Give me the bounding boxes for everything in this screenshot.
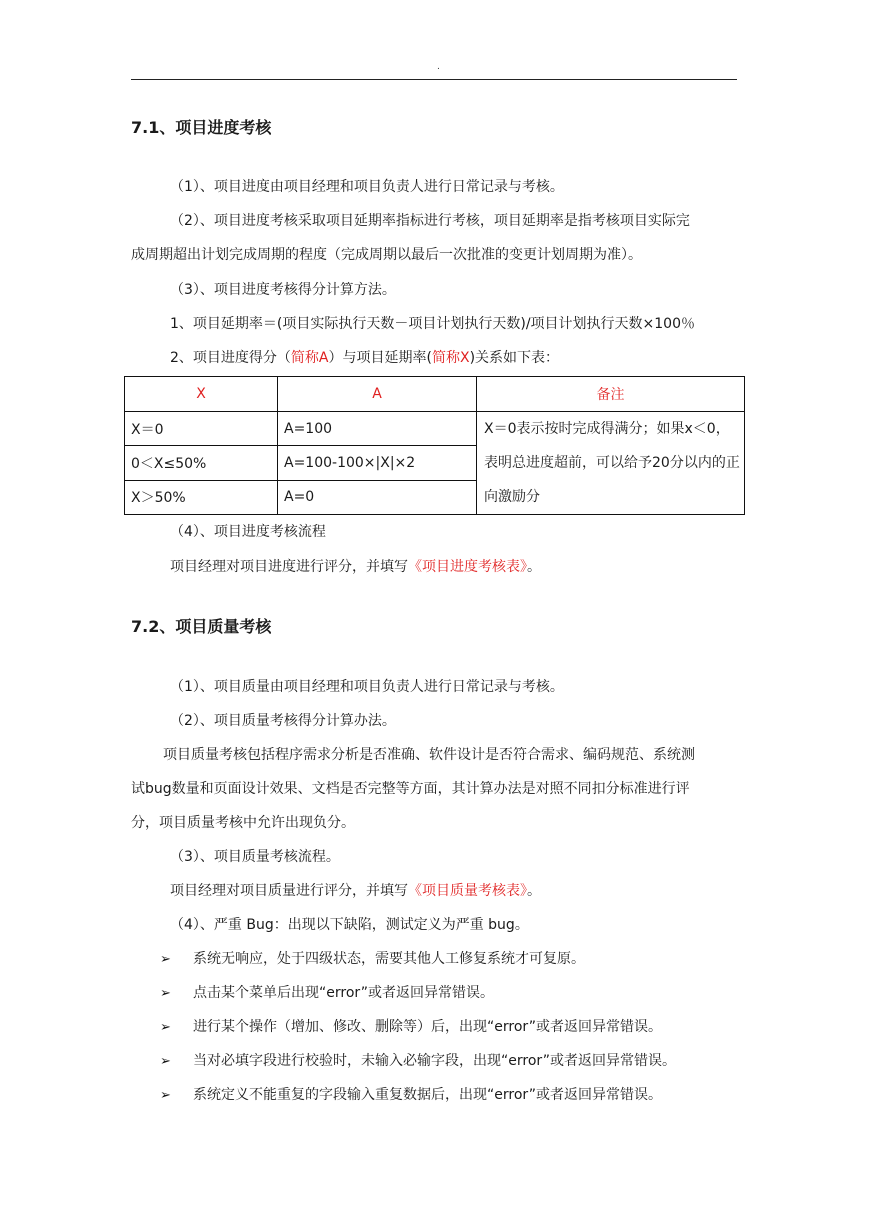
list-item: 进行某个操作（增加、修改、删除等）后，出现“error”或者返回异常错误。	[193, 1019, 662, 1035]
bullet-arrow-icon: ➢	[160, 1054, 171, 1069]
paragraph-quality-body-line-1: 项目质量考核包括程序需求分析是否准确、软件设计是否符合需求、编码规范、系统测	[163, 747, 695, 763]
header-rule	[131, 79, 737, 80]
score-relation-line	[170, 348, 559, 368]
score-text-mid: ）与项目延期率(	[328, 350, 432, 366]
table-header-note: 备注	[477, 377, 745, 412]
paragraph-quality-1: （1）、项目质量由项目经理和项目负责人进行日常记录与考核。	[170, 679, 564, 695]
table-row	[125, 412, 745, 446]
list-item: 点击某个菜单后出现“error”或者返回异常错误。	[193, 985, 494, 1001]
score-text-pre: 2、项目进度得分（	[170, 350, 291, 366]
paragraph-schedule-2-line-1: （2）、项目进度考核采取项目延期率指标进行考核，项目延期率是指考核项目实际完	[170, 213, 690, 229]
bullet-arrow-icon: ➢	[160, 1020, 171, 1035]
paragraph-quality-3: （3）、项目质量考核流程。	[170, 849, 340, 865]
table-header-x: X	[125, 377, 278, 412]
table-cell-note: X＝0表示按时完成得满分；如果x＜0，表明总进度超前，可以给予20分以内的正向激励分	[477, 412, 745, 515]
table-cell-a: A=100-100×|X|×2	[278, 446, 477, 480]
paragraph-schedule-3: （3）、项目进度考核得分计算方法。	[170, 282, 396, 298]
score-text-abbr-a: 简称A	[290, 350, 329, 366]
list-item: 当对必填字段进行校验时，未输入必输字段，出现“error”或者返回异常错误。	[193, 1053, 676, 1069]
paragraph-quality-body-line-3: 分，项目质量考核中允许出现负分。	[131, 815, 355, 831]
paragraph-schedule-5	[170, 557, 541, 577]
schedule-form-text-pre: 项目经理对项目进度进行评分，并填写	[170, 559, 408, 575]
score-text-post: )关系如下表：	[469, 350, 560, 366]
formula-delay-rate: 1、项目延期率＝(项目实际执行天数－项目计划执行天数)/项目计划执行天数×100％	[170, 316, 695, 332]
paragraph-quality-body-line-2: 试bug数量和页面设计效果、文档是否完整等方面，其计算办法是对照不同扣分标准进行评	[131, 781, 690, 797]
quality-form-name: 《项目质量考核表》	[408, 883, 527, 899]
paragraph-severe-bug: （4）、严重 Bug：出现以下缺陷，测试定义为严重 bug。	[170, 917, 529, 933]
table-header-a: A	[278, 377, 477, 412]
table-cell-x: X＝0	[125, 412, 278, 446]
paragraph-quality-4	[170, 881, 541, 901]
bullet-arrow-icon: ➢	[160, 952, 171, 967]
paragraph-schedule-4: （4）、项目进度考核流程	[170, 524, 326, 540]
list-item: 系统定义不能重复的字段输入重复数据后，出现“error”或者返回异常错误。	[193, 1087, 662, 1103]
bullet-arrow-icon: ➢	[160, 986, 171, 1001]
section-title-7-1: 7.1、项目进度考核	[131, 118, 272, 137]
quality-form-text-post: 。	[527, 883, 541, 899]
score-text-abbr-x: 简称X	[431, 350, 470, 366]
table-header-row	[125, 377, 745, 412]
table-cell-x: 0＜X≤50%	[125, 446, 278, 480]
paragraph-quality-2: （2）、项目质量考核得分计算办法。	[170, 713, 396, 729]
table-cell-a: A=100	[278, 412, 477, 446]
schedule-form-name: 《项目进度考核表》	[408, 559, 527, 575]
paragraph-schedule-2-line-2: 成周期超出计划完成周期的程度（完成周期以最后一次批准的变更计划周期为准）。	[131, 247, 642, 263]
table-cell-x: X＞50%	[125, 480, 278, 514]
schedule-form-text-post: 。	[527, 559, 541, 575]
quality-form-text-pre: 项目经理对项目质量进行评分，并填写	[170, 883, 408, 899]
header-dot: .	[437, 62, 440, 72]
list-item: 系统无响应，处于四级状态，需要其他人工修复系统才可复原。	[193, 951, 585, 967]
paragraph-schedule-1: （1）、项目进度由项目经理和项目负责人进行日常记录与考核。	[170, 179, 564, 195]
score-table	[124, 376, 745, 515]
bullet-arrow-icon: ➢	[160, 1088, 171, 1103]
table-cell-a: A=0	[278, 480, 477, 514]
section-title-7-2: 7.2、项目质量考核	[131, 617, 272, 636]
